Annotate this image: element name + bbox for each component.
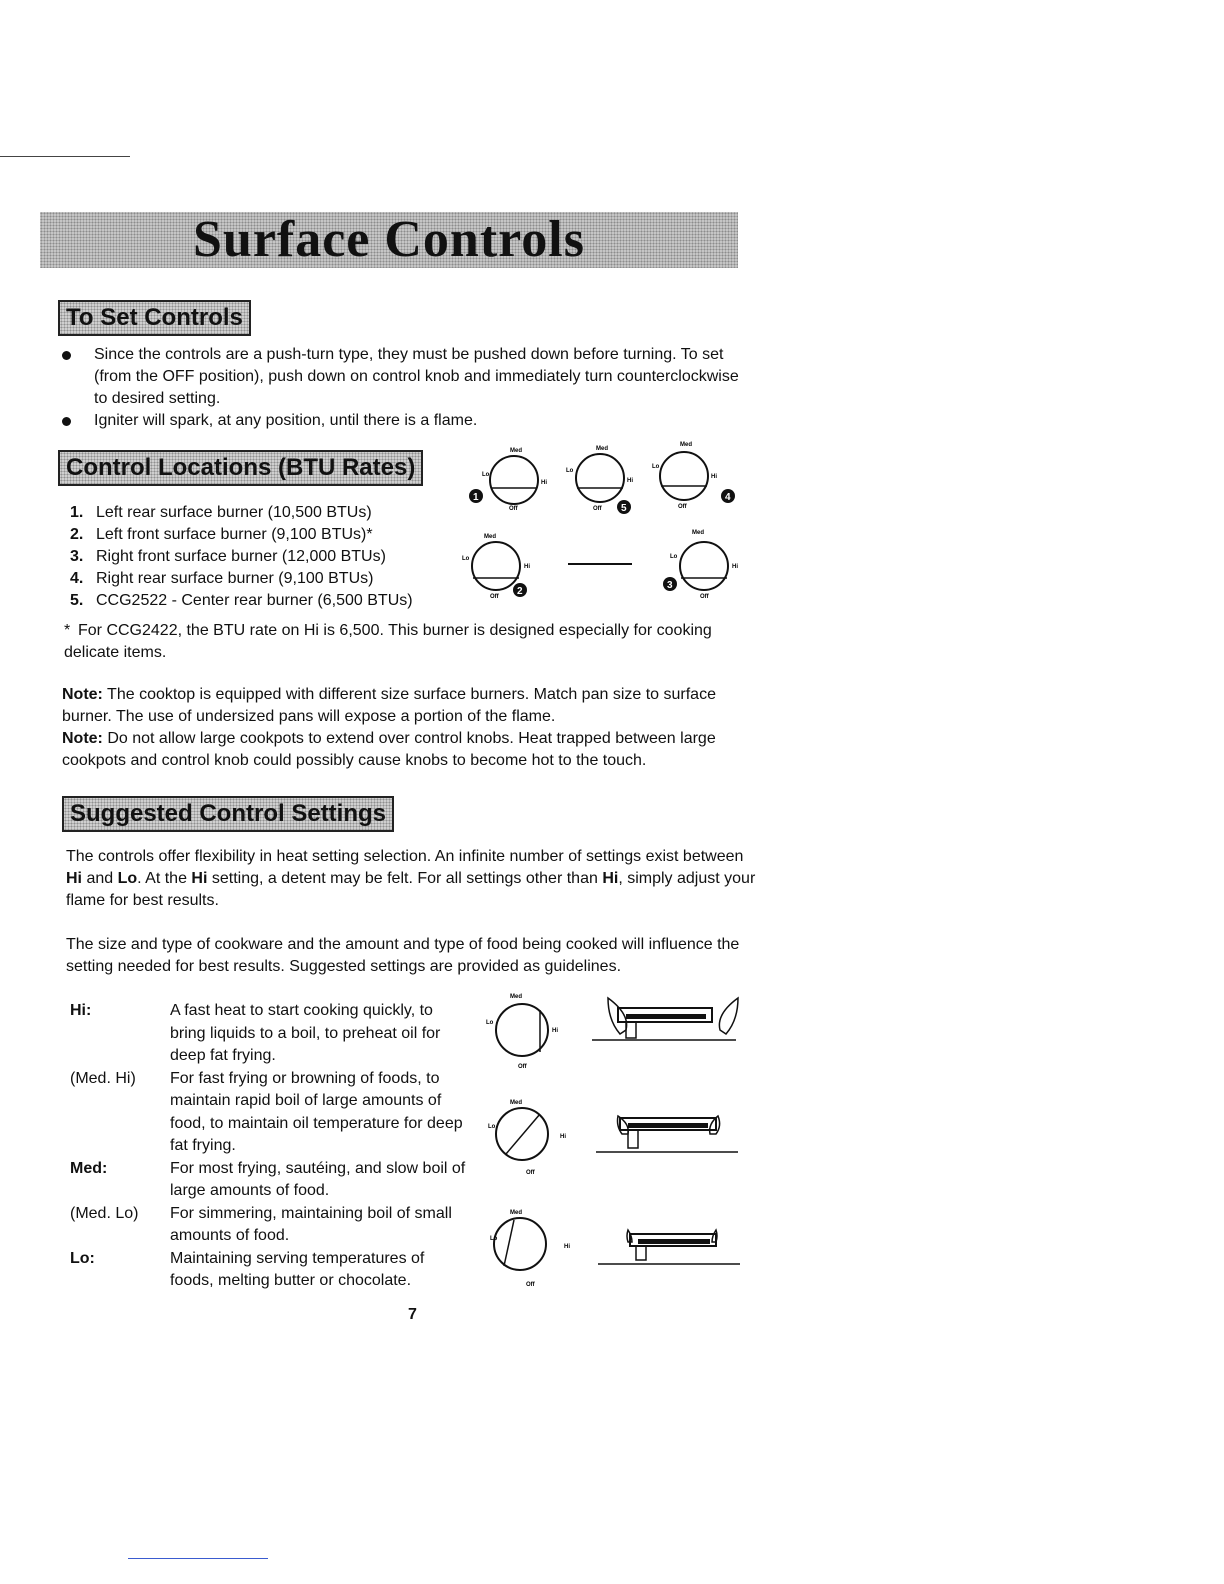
knob-med-icon [488,1100,566,1176]
svg-text:Lo: Lo [670,554,678,560]
list-item: 2. Left front surface burner (9,100 BTUs)* [70,526,373,543]
setting-illustrations [480,984,750,1294]
setting-row-lo: Lo: Maintaining serving temperatures of foods, melting butter or chocolate. [70,1249,425,1289]
bullet-icon [62,417,71,426]
page-title: Surface Controls [192,211,585,268]
svg-text:Hi: Hi [564,1244,570,1250]
to-set-bullets [62,344,752,432]
flame-medium-icon [596,1116,738,1152]
knob-1-icon [469,448,547,512]
list-item: 1. Left rear surface burner (10,500 BTUs) [70,504,372,521]
svg-text:Hi: Hi [524,564,530,570]
svg-text:Med: Med [596,446,608,452]
svg-text:Lo: Lo [566,468,574,474]
svg-text:4: 4 [725,492,731,503]
knob-lo-icon [490,1210,570,1288]
svg-text:Lo: Lo [486,1020,494,1026]
list-item: 5. CCG2522 - Center rear burner (6,500 BTUs) [70,592,413,609]
svg-text:Off: Off [490,594,499,600]
svg-text:Hi: Hi [552,1028,558,1034]
footnote: * For CCG2422, the BTU rate on Hi is 6,500. This burner is designed especially for cooking delicate items. [64,622,712,661]
svg-text:Off: Off [700,594,709,600]
svg-text:2: 2 [517,586,523,597]
svg-text:Lo: Lo [490,1236,498,1242]
bullet-item: Since the controls are a push-turn type, they must be pushed down before turning. To set (from the OFF position), push down on control knob and immediately turn counterclockwise to desired setting. [62,344,752,410]
svg-text:Hi: Hi [711,474,717,480]
svg-text:Hi: Hi [732,564,738,570]
svg-text:3: 3 [667,580,673,591]
to-set-controls-heading: To Set Controls [58,300,251,336]
bullet-item: Igniter will spark, at any position, until there is a flame. [62,410,752,432]
svg-text:Med: Med [692,530,704,536]
note: Note: The cooktop is equipped with different size surface burners. Match pan size to surface burner. The use of undersized pans will expose a portion of the flame. [62,686,716,725]
svg-text:5: 5 [621,503,627,514]
list-item: 4. Right rear surface burner (9,100 BTUs) [70,570,374,587]
suggested-settings-heading: Suggested Control Settings [62,796,394,832]
svg-text:Lo: Lo [462,556,470,562]
svg-text:Med: Med [680,442,692,448]
svg-text:Lo: Lo [482,472,490,478]
svg-text:Off: Off [518,1064,527,1070]
knob-5-icon [566,446,633,514]
control-locations-heading: Control Locations (BTU Rates) [58,450,423,486]
setting-row-med: Med: For most frying, sautéing, and slow boil of large amounts of food. [70,1159,466,1199]
suggested-guidelines: The size and type of cookware and the amount and type of food being cooked will influence the setting needed for best results. Suggested settings are provided as guidelines. [66,936,740,975]
knob-layout-diagram [456,438,756,608]
svg-text:Off: Off [526,1282,535,1288]
bullet-icon [62,351,71,360]
knob-2-icon [462,534,530,600]
svg-text:Off: Off [678,504,687,510]
list-item: 3. Right front surface burner (12,000 BTUs) [70,548,386,565]
svg-text:Hi: Hi [627,478,633,484]
svg-text:Hi: Hi [541,480,547,486]
bottom-rule [128,1558,268,1559]
flame-low-icon [598,1230,740,1264]
svg-text:Med: Med [510,448,522,454]
suggested-intro: The controls offer flexibility in heat setting selection. An infinite number of settings exist between Hi and Lo. At the Hi setting, a detent may be felt. For all settings other than Hi, simply adjust your flame for best results. [66,848,756,909]
svg-text:Med: Med [484,534,496,540]
svg-text:Off: Off [509,506,518,512]
svg-text:Off: Off [526,1170,535,1176]
setting-row-med-hi: (Med. Hi) For fast frying or browning of foods, to maintain rapid boil of large amounts of food, to maintain oil temperature for deep fat frying. [70,1069,463,1154]
top-rule [0,156,130,157]
svg-text:Med: Med [510,994,522,1000]
svg-text:Med: Med [510,1210,522,1216]
notes [62,684,752,772]
setting-row-med-lo: (Med. Lo) For simmering, maintaining boil of small amounts of food. [70,1204,452,1244]
svg-text:1: 1 [473,492,479,503]
setting-row-hi: Hi: A fast heat to start cooking quickly, to bring liquids to a boil, to preheat oil for deep fat frying. [70,1002,441,1064]
knob-3-icon [663,530,738,600]
knob-4-icon [652,442,735,510]
svg-text:Hi: Hi [560,1134,566,1140]
flame-high-icon [592,998,738,1040]
btu-list [70,502,470,612]
page-number: 7 [408,1306,417,1323]
note: Note: Do not allow large cookpots to extend over control knobs. Heat trapped between large cookpots and control knob could possibly cause knobs to become hot to the touch. [62,730,716,769]
svg-text:Off: Off [593,506,602,512]
svg-text:Med: Med [510,1100,522,1106]
knob-hi-icon [486,994,558,1070]
svg-text:Lo: Lo [488,1124,496,1130]
settings-table [70,1000,470,1293]
svg-text:Lo: Lo [652,464,660,470]
